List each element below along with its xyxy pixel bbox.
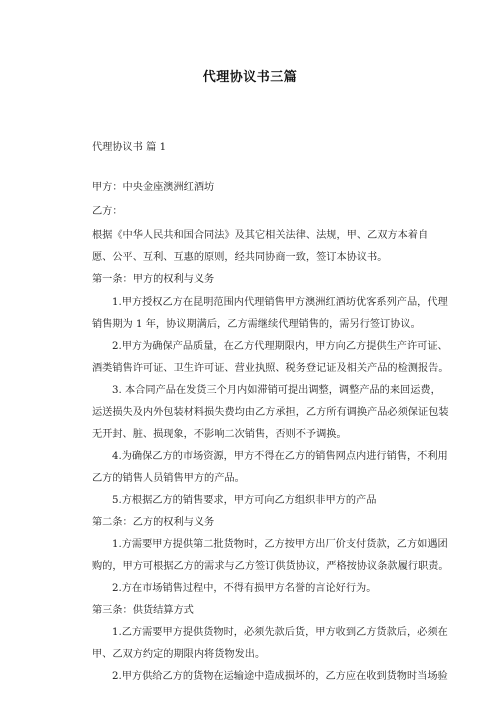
body-line: 乙方的销售人员销售甲方的产品。	[92, 473, 245, 484]
body-line: 1.乙方需要甲方提供货物时，必须先款后货，甲方收到乙方货款后，必须在	[112, 627, 448, 638]
body-line: 购的，甲方可根据乙方的需求与乙方签订供货协议，严格按协议条款履行职责。	[92, 561, 449, 572]
body-line: 愿、公平、互利、互惠的原则，经共同协商一致，签订本协议书。	[92, 252, 388, 263]
clause-heading: 第三条：供货结算方式	[92, 605, 194, 616]
body-line: 3. 本合同产品在发货三个月内如滞销可提出调整，调整产品的来回运费，	[112, 385, 441, 396]
body-line: 根据《中华人民共和国合同法》及其它相关法律、法规，甲、乙双方本着自	[92, 230, 429, 241]
body-line: 1.方需要甲方提供第二批货物时，乙方按甲方出厂价支付货款，乙方如遇团	[112, 539, 448, 550]
body-line: 2.方在市场销售过程中，不得有损甲方名誉的言论好行为。	[112, 583, 377, 594]
body-line: 酒类销售许可证、卫生许可证、营业执照、税务登记证及相关产品的检测报告。	[92, 363, 449, 374]
clause-heading: 第一条：甲方的权利与义务	[92, 274, 215, 285]
body-line: 4.为确保乙方的市场资源，甲方不得在乙方的销售网点内进行销售，不利用	[112, 451, 448, 462]
body-line: 销售期为 1 年，协议期满后，乙方需继续代理销售的，需另行签订协议。	[92, 319, 421, 330]
body-line: 甲、乙双方约定的期限内将货物发出。	[92, 649, 266, 660]
party-a: 甲方：中央金座澳洲红酒坊	[92, 182, 215, 193]
party-b: 乙方：	[92, 206, 123, 217]
clause-heading: 第二条：乙方的权利与义务	[92, 517, 215, 528]
body-line: 5.方根据乙方的销售要求，甲方可向乙方组织非甲方的产品	[112, 495, 377, 506]
body-line: 2.甲方为确保产品质量，在乙方代理期限内，甲方向乙方提供生产许可证、	[112, 341, 448, 352]
body-line: 无开封、脏、损现象，不影响二次销售，否则不予调换。	[92, 429, 347, 440]
section-heading: 代理协议书 篇 1	[92, 142, 167, 153]
body-line: 运送损失及内外包装材料损失费均由乙方承担，乙方所有调换产品必须保证包装	[92, 407, 449, 418]
document-title: 代理协议书三篇	[202, 70, 298, 85]
body-line: 1.甲方授权乙方在昆明范围内代理销售甲方澳洲红酒坊优客系列产品，代理	[112, 297, 448, 308]
body-line: 2.甲方供给乙方的货物在运输途中造成损坏的，乙方应在收到货物时当场验	[112, 671, 448, 682]
